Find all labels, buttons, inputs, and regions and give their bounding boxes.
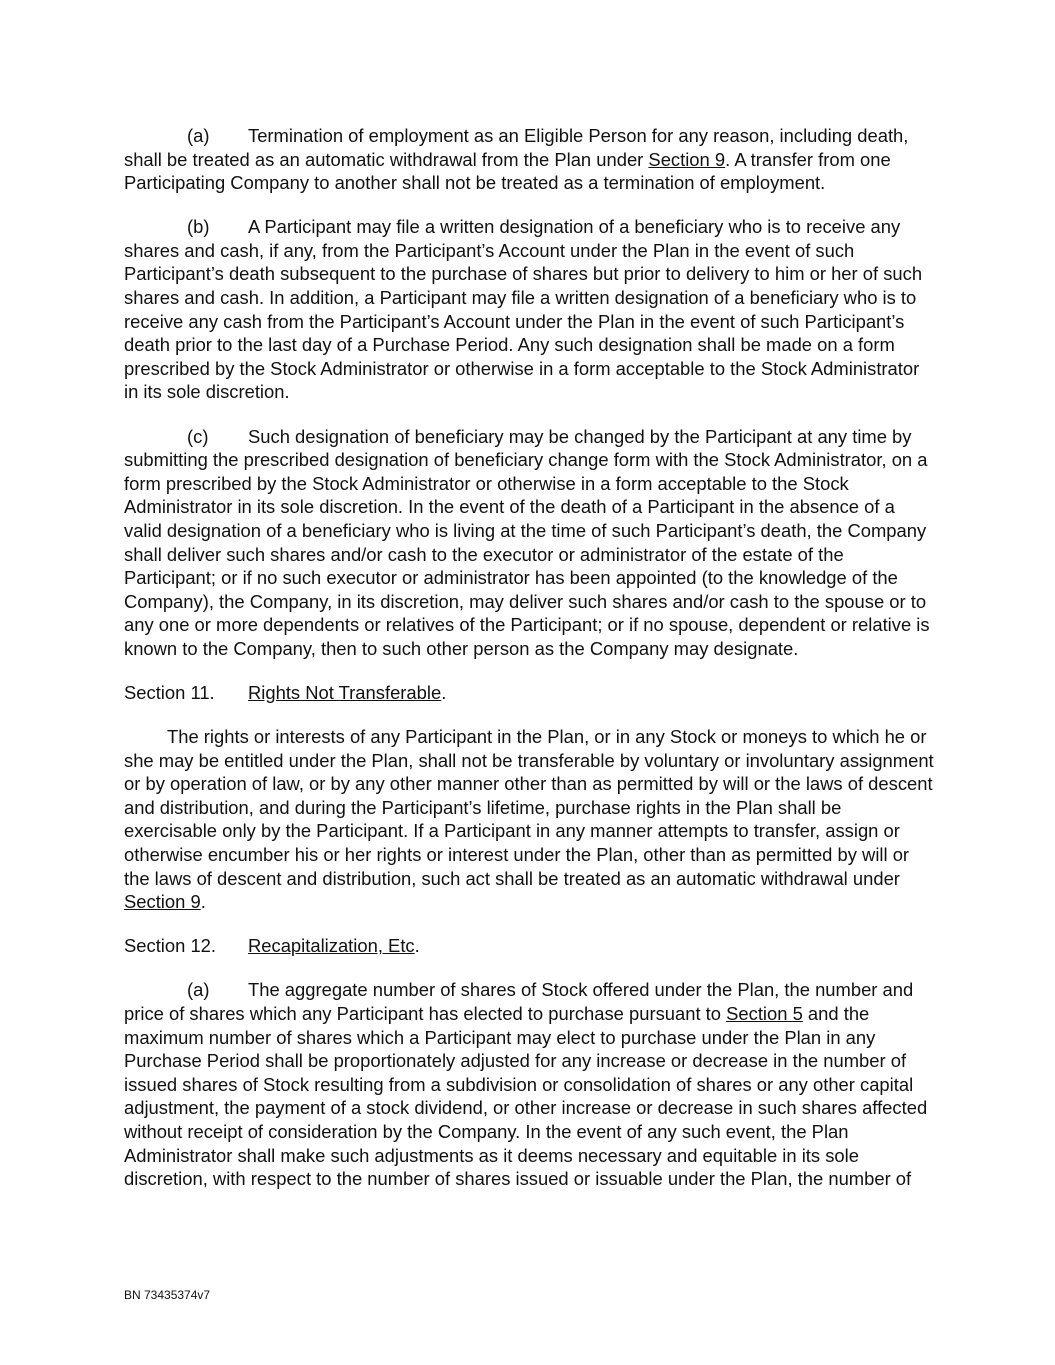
paragraph-label: (b) [187,216,210,238]
section-number: Section 12. [124,935,217,957]
section-title: Recapitalization, Etc [248,935,415,957]
section-11-heading [124,681,936,705]
paragraph-text: Termination of employment as an Eligible Person for any reason, including death, shall be treated as an automatic withdrawal from the Plan under [124,125,909,170]
section-number: Section 11. [124,681,215,703]
document-id-footer: BN 73435374v7 [124,1288,211,1302]
section-12-heading [124,934,936,958]
section-12-paragraph-a [124,978,936,1190]
paragraph-b [124,215,936,404]
paragraph-text: Such designation of beneficiary may be changed by the Participant at any time by submitting the prescribed designation of beneficiary change form with the Stock Administrator, on a form prescribed by the Stock Administrator or otherwise in a form acceptable to the Stock Administrator in its sole discretion. In the event of the death of a Participant in the absence of a valid designation of a beneficiary who is living at the time of such Participant’s death, the Company shall deliver such shares and/or cash to the executor or administrator of the estate of the Participant; or if no such executor or administrator has been appointed (to the knowledge of the Company), the Company, in its discretion, may deliver such shares and/or cash to the spouse or to any one or more dependents or relatives of the Participant; or if no spouse, dependent or relative is known to the Company, then to such other person as the Company may designate. [124,425,930,659]
paragraph-text: The rights or interests of any Participant in the Plan, or in any Stock or moneys to which he or she may be entitled under the Plan, shall not be transferable by voluntary or involuntary assignment or by operation of law, or by any other manner other than as permitted by will or the laws of descent and distribution, and during the Participant’s lifetime, purchase rights in the Plan shall be exercisable only by the Participant. If a Participant in any manner attempts to transfer, assign or otherwise encumber his or her rights or interest under the Plan, other than as permitted by will or the laws of descent and distribution, such act shall be treated as an automatic withdrawal under [124,726,934,889]
paragraph-text: . A transfer from one Participating Company to another shall not be treated as a termination of employment. [124,148,891,194]
paragraph-text: The aggregate number of shares of Stock offered under the Plan, the number and price of shares which any Participant has elected to purchase pursuant to [124,979,914,1024]
paragraph-label: (a) [187,125,210,146]
paragraph-text: and the maximum number of shares which a Participant may elect to purchase under the Plan in any Purchase Period shall be proportionately adjusted for any increase or decrease in the number of issued shares of Stock resulting from a subdivision or consolidation of shares or any other capital adjustment, the payment of a stock dividend, or other increase or decrease in such shares affected without receipt of consideration by the Company. In the event of any such event, the Plan Administrator shall make such adjustments as it deems necessary and equitable in its sole discretion, with respect to the number of shares issued or issuable under the Plan, the number of [124,1003,928,1190]
paragraph-a [124,124,936,195]
section-title: Rights Not Transferable [248,681,442,703]
section-title-period: . [414,935,420,957]
section-11-body [124,725,936,914]
section-title-period: . [441,681,447,703]
paragraph-label: (a) [187,979,210,1001]
section-9-reference: Section 9 [648,148,726,170]
paragraph-c [124,425,936,661]
document-page [124,124,936,1211]
section-9-reference: Section 9 [124,891,201,913]
paragraph-text: A Participant may file a written designation of a beneficiary who is to receive any shares and cash, if any, from the Participant’s Account under the Plan in the event of such Participant’s death subsequent to the purchase of shares but prior to delivery to him or her of such shares and cash. In addition, a Participant may file a written designation of a beneficiary who is to receive any cash from the Participant’s Account under the Plan in the event of such Participant’s death prior to the last day of a Purchase Period. Any such designation shall be made on a form prescribed by the Stock Administrator or otherwise in a form acceptable to the Stock Administrator in its sole discretion. [124,216,923,403]
section-5-reference: Section 5 [726,1003,803,1024]
paragraph-label: (c) [187,425,209,447]
paragraph-text: . [200,891,206,913]
